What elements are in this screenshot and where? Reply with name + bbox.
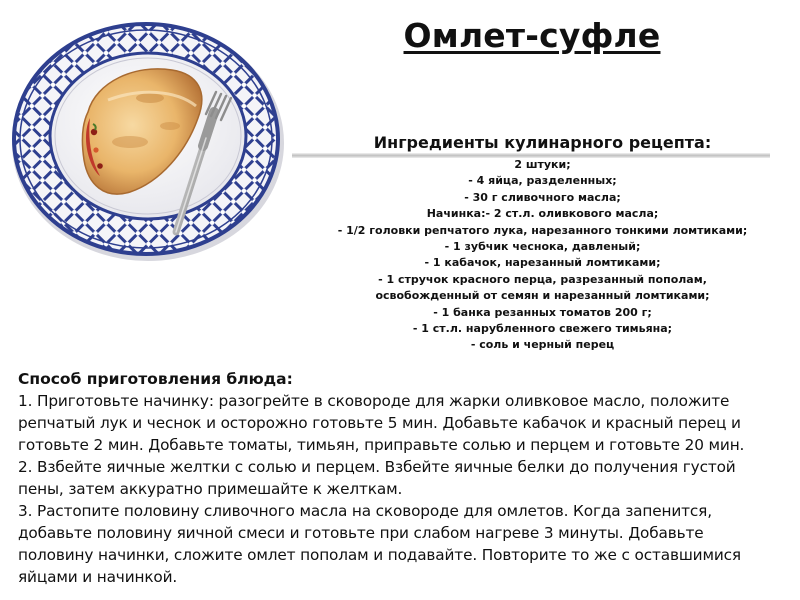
method-step: 2. Взбейте яичные желтки с солью и перцем. Взбейте яичные белки до получения густой пены, затем аккуратно примешайте к желткам. bbox=[18, 458, 736, 498]
method-steps bbox=[18, 390, 778, 588]
ingredient-item: - 1 стручок красного перца, разрезанный пополам, bbox=[378, 272, 707, 286]
ingredients-section bbox=[290, 132, 795, 354]
ingredient-item: - соль и черный перец bbox=[470, 338, 615, 352]
page-title: Омлет-суфле bbox=[403, 16, 661, 55]
ingredient-item: 2 штуки; bbox=[514, 158, 571, 171]
ingredient-item: - 4 яйца, разделенных; bbox=[468, 174, 617, 188]
omelette-photo bbox=[0, 0, 300, 270]
method-heading: Способ приготовления блюда: bbox=[18, 370, 293, 388]
ingredient-item: - 1/2 головки репчатого лука, нарезанного тонкими ломтиками; bbox=[337, 223, 748, 237]
method-step: 3. Растопите половину сливочного масла на сковороде для омлетов. Когда запенится, добавьте половину яичной смеси и готовьте при слабом нагреве 3 минуты. Добавьте половину начинки, сложите омлет пополам и подавайте. Повторите то же с оставшимися яйцами и начинкой. bbox=[18, 502, 741, 586]
ingredient-item: Начинка:- 2 ст.л. оливкового масла; bbox=[426, 207, 659, 221]
ingredients-heading: Ингредиенты кулинарного рецепта: bbox=[373, 133, 712, 152]
ingredient-item: - 1 кабачок, нарезанный ломтиками; bbox=[424, 256, 661, 270]
method-step: 1. Приготовьте начинку: разогрейте в сковороде для жарки оливковое масло, положите репчатый лук и чеснок и осторожно готовьте 5 мин. Добавьте кабачок и красный перец и готовьте 2 мин. Добавьте томаты, тимьян, приправьте солью и перцем и готовьте 20 мин. bbox=[18, 392, 745, 454]
ingredient-item: - 1 ст.л. нарубленного свежего тимьяна; bbox=[412, 322, 673, 336]
ingredient-item: - 30 г сливочного масла; bbox=[464, 190, 621, 204]
ingredient-item: - 1 зубчик чеснока, давленый; bbox=[444, 240, 641, 254]
ingredients-list bbox=[290, 157, 795, 354]
ingredient-item: освобожденный от семян и нарезанный ломтиками; bbox=[375, 289, 710, 303]
ingredient-item: - 1 банка резанных томатов 200 г; bbox=[433, 305, 652, 319]
method-section bbox=[18, 368, 778, 588]
